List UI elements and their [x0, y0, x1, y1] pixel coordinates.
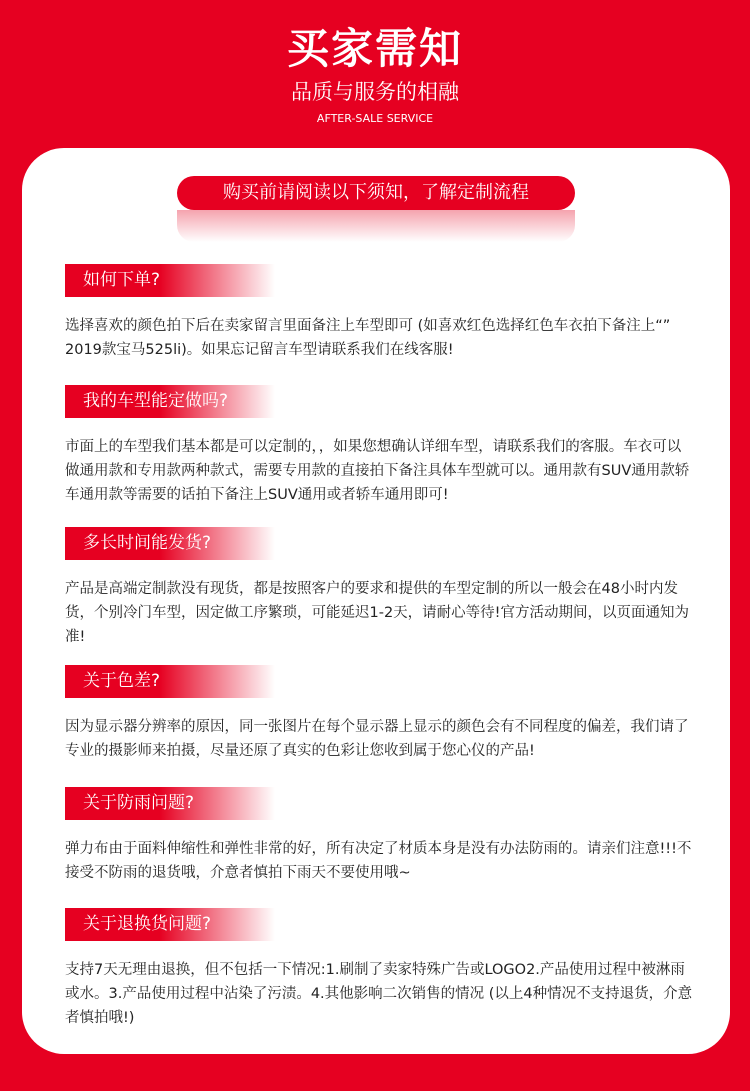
- english-subtitle: AFTER-SALE SERVICE: [316, 112, 434, 125]
- section-body: 选择喜欢的颜色拍下后在卖家留言里面备注上车型即可 (如喜欢红色选择红色车衣拍下备注上“” 2019款宝马525li)。如果忘记留言车型请联系我们在线客服!: [65, 318, 671, 358]
- section-order: [65, 264, 671, 362]
- section-body: 因为显示器分辨率的原因，同一张图片在每个显示器上显示的颜色会有不同程度的偏差，我们请了专业的摄影师来拍摄，尽量还原了真实的色彩让您收到属于您心仪的产品!: [65, 719, 689, 759]
- section-heading: 如何下单?: [65, 264, 275, 297]
- section-rain: [65, 787, 692, 885]
- section-custom-model: [65, 385, 690, 507]
- page-subtitle: 品质与服务的相融: [291, 80, 459, 104]
- section-heading: 关于退换货问题?: [65, 908, 275, 941]
- section-body: 产品是高端定制款没有现货，都是按照客户的要求和提供的车型定制的所以一般会在48小时内发货，个别冷门车型，因定做工序繁琐，可能延迟1-2天，请耐心等待!官方活动期间，以页面通知为准!: [65, 581, 689, 645]
- page-title: 买家需知: [286, 24, 463, 73]
- section-heading: 我的车型能定做吗?: [65, 385, 275, 418]
- notice-banner: 购买前请阅读以下须知，了解定制流程: [177, 176, 575, 210]
- section-body: 支持7天无理由退换，但不包括一下情况:1.刷制了卖家特殊广告或LOGO2.产品使用过程中被淋雨或水。3.产品使用过程中沾染了污渍。4.其他影响二次销售的情况 (以上4种情况不支持退货，介意者慎拍哦!): [65, 962, 693, 1026]
- section-heading: 关于防雨问题?: [65, 787, 275, 820]
- section-heading: 关于色差?: [65, 665, 275, 698]
- notice-card: [22, 148, 730, 1054]
- section-body: 弹力布由于面料伸缩性和弹性非常的好，所有决定了材质本身是没有办法防雨的。请亲们注意!!!不接受不防雨的退货哦，介意者慎拍下雨天不要使用哦~: [65, 841, 692, 881]
- section-color: [65, 665, 689, 763]
- banner-reflection: [177, 210, 575, 242]
- section-shipping: [65, 527, 689, 649]
- section-heading: 多长时间能发货?: [65, 527, 275, 560]
- section-returns: [65, 908, 693, 1030]
- section-body: 市面上的车型我们基本都是可以定制的，，如果您想确认详细车型，请联系我们的客服。车衣可以做通用款和专用款两种款式，需要专用款的直接拍下备注具体车型就可以。通用款有SUV通用款轿车通用款等需要的话拍下备注上SUV通用或者轿车通用即可!: [65, 439, 690, 503]
